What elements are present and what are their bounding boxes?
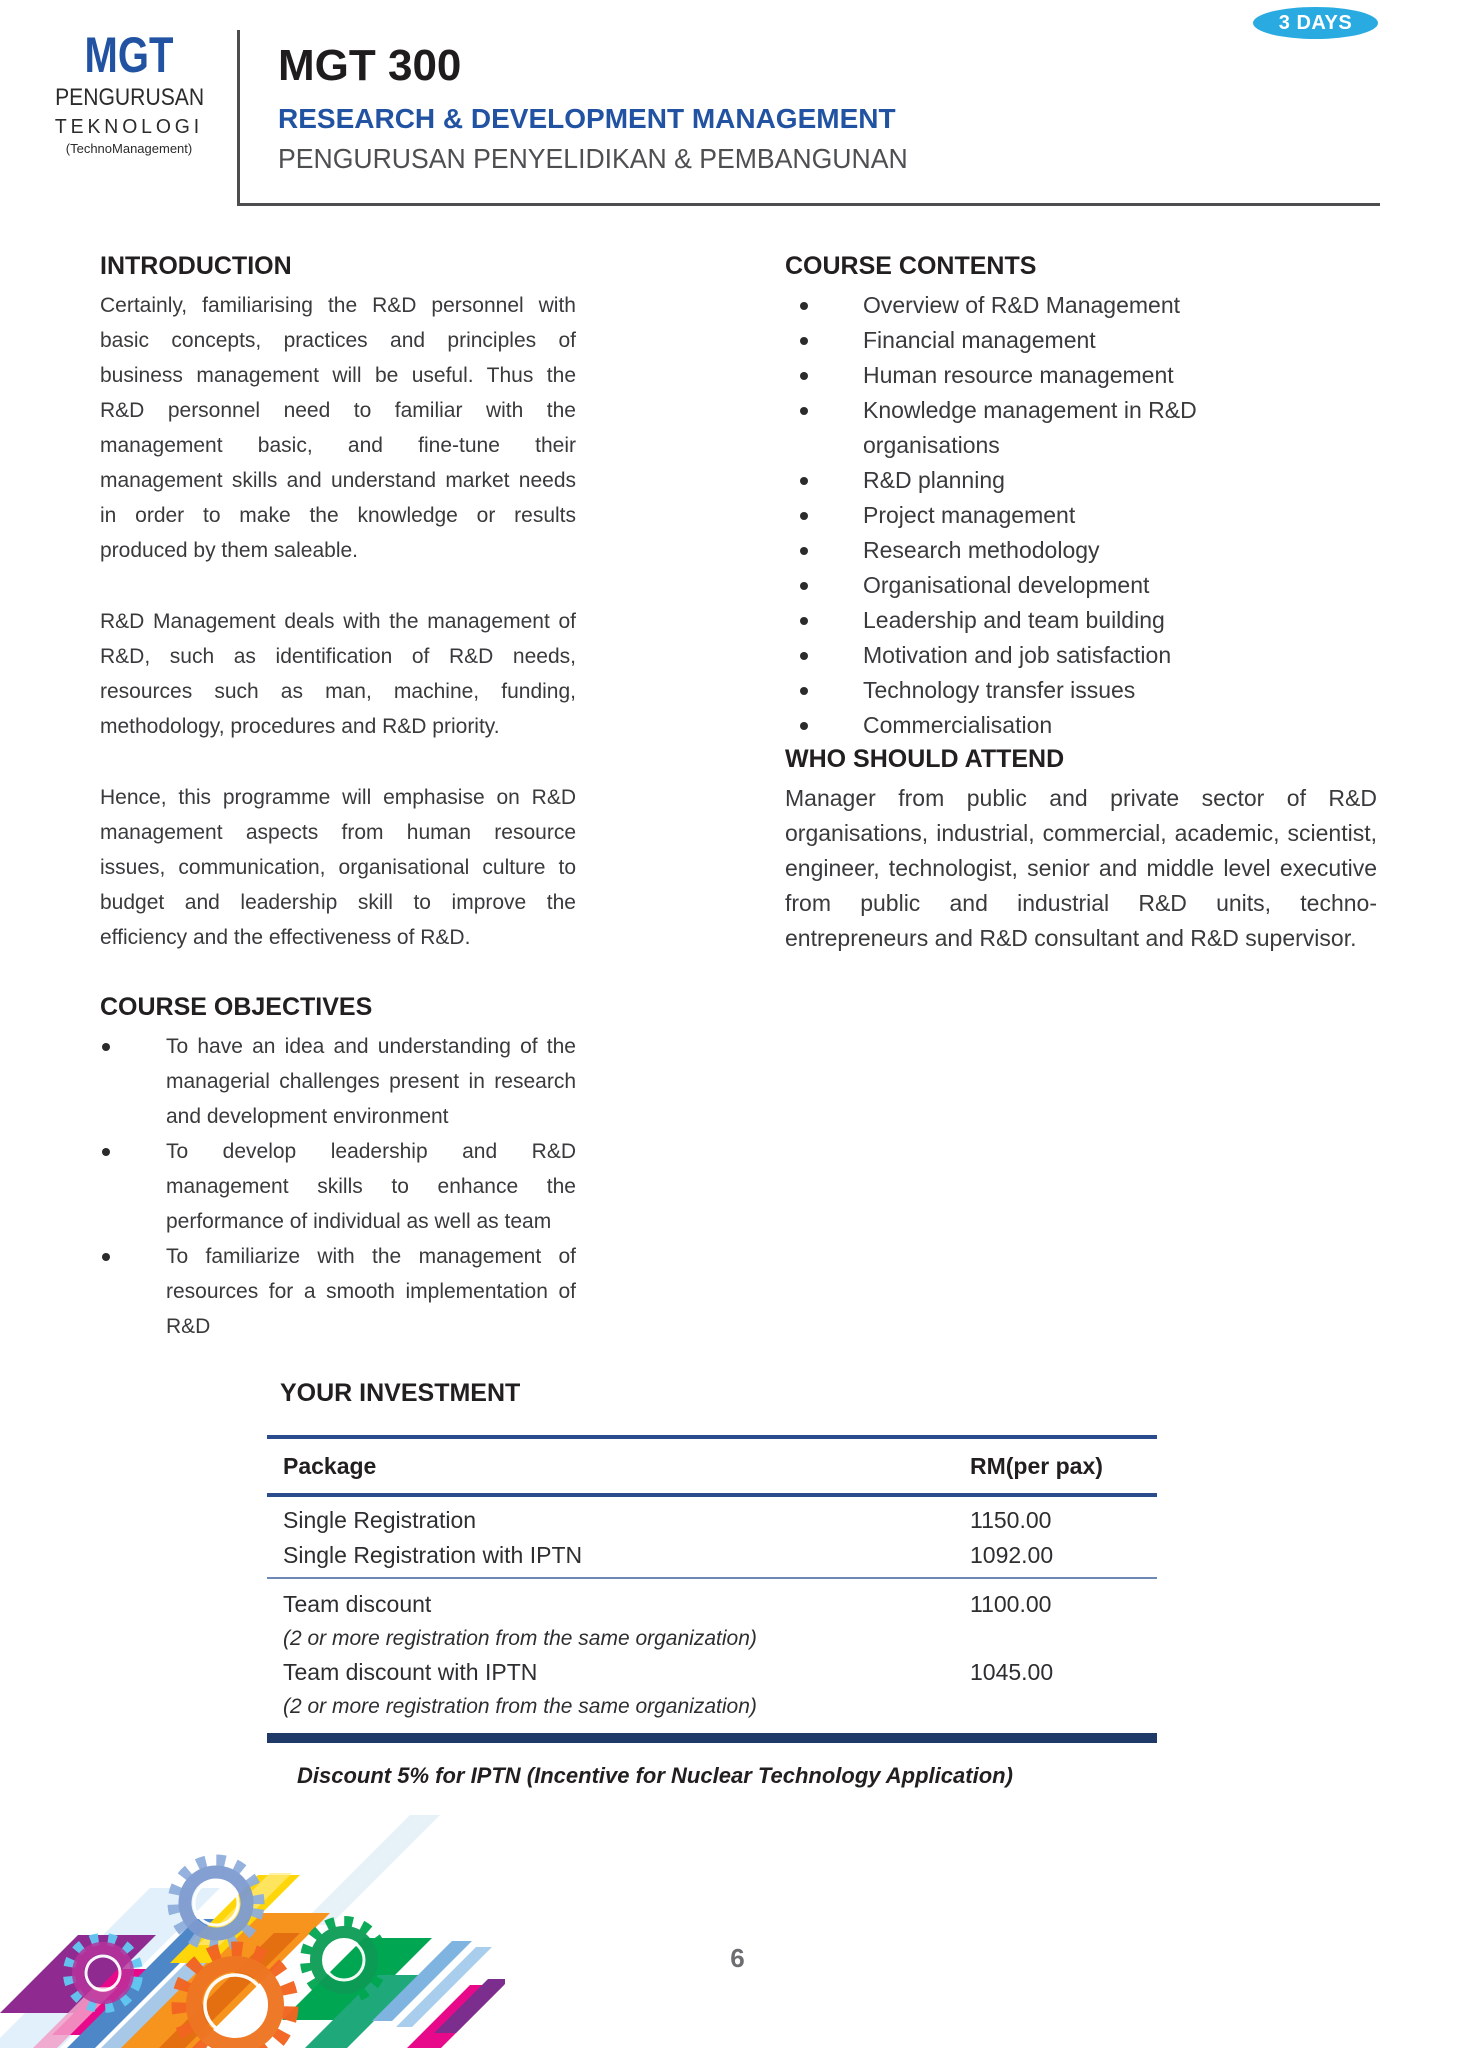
course-title-english: RESEARCH & DEVELOPMENT MANAGEMENT: [278, 103, 896, 134]
contents-heading: COURSE CONTENTS: [785, 252, 1037, 280]
investment-section: [267, 1377, 1157, 1789]
list-item-text: Technology transfer issues: [863, 677, 1136, 703]
list-item-text: [863, 393, 1197, 463]
list-item-text: Human resource management: [863, 362, 1174, 388]
bullet-icon: [800, 722, 808, 730]
list-item-text: Leadership and team building: [863, 607, 1165, 633]
list-item: [785, 638, 1377, 673]
bullet-icon: [800, 652, 808, 660]
bullet-icon: [800, 302, 808, 310]
bullet-icon: [800, 617, 808, 625]
duration-badge: 3 DAYS: [1253, 7, 1378, 39]
package-name: Team discount with IPTN: [283, 1659, 538, 1685]
course-title-block: [278, 40, 941, 178]
list-item: [100, 1134, 576, 1239]
list-item: [785, 393, 1377, 463]
contents-list: [785, 288, 1377, 743]
bullet-icon: [800, 687, 808, 695]
table-row: [267, 1503, 1157, 1538]
mgt-logo: [45, 27, 213, 156]
list-item-text: To develop leadership and R&D management skills to enhance the performance of individual as well as team: [166, 1140, 576, 1233]
package-price: 1092.00: [970, 1542, 1054, 1568]
list-item: [785, 708, 1377, 743]
list-item-text: Commercialisation: [863, 712, 1053, 738]
bullet-icon: [800, 512, 808, 520]
list-item-text: Research methodology: [863, 537, 1100, 563]
list-item: [785, 463, 1377, 498]
pricing-table: [267, 1435, 1157, 1743]
right-column: [785, 250, 1377, 956]
introduction-paragraph: Certainly, familiarising the R&D personnel with basic concepts, practices and principles of business management will be useful. Thus the R&D personnel need to familiar with the management basic, and fine-tune their management skills and understand market needs in order to make the knowledge or results produced by them saleable.: [100, 294, 576, 562]
table-row: [267, 1538, 1157, 1573]
attend-heading: WHO SHOULD ATTEND: [785, 745, 1065, 773]
list-item: [785, 533, 1377, 568]
bullet-icon: [102, 1148, 110, 1156]
bullet-icon: [800, 477, 808, 485]
list-item-text: Organisational development: [863, 572, 1150, 598]
left-column: [100, 250, 576, 1344]
list-item-text-line2: organisations: [863, 432, 1000, 458]
bullet-icon: [102, 1253, 110, 1261]
package-note: (2 or more registration from the same organization): [283, 1695, 757, 1718]
introduction-paragraph: R&D Management deals with the management of R&D, such as identification of R&D needs, resources such as man, machine, funding, methodology, procedures and R&D priority.: [100, 610, 576, 738]
package-price: 1045.00: [970, 1659, 1054, 1685]
list-item: [785, 288, 1377, 323]
bullet-icon: [800, 407, 808, 415]
attend-paragraph: Manager from public and private sector of R&D organisations, industrial, commercial, academic, scientist, engineer, technologist, senior and middle level executive from public and industrial R&D units, techno-entrepreneurs and R&D consultant and R&D supervisor.: [785, 785, 1377, 951]
introduction-heading: INTRODUCTION: [100, 252, 292, 280]
package-name: Single Registration with IPTN: [283, 1542, 583, 1568]
column-header-package: Package: [283, 1453, 377, 1479]
header-vertical-divider: [237, 30, 240, 203]
package-price: 1150.00: [970, 1507, 1052, 1533]
list-item: [785, 568, 1377, 603]
investment-heading: YOUR INVESTMENT: [280, 1379, 521, 1407]
introduction-paragraph: Hence, this programme will emphasise on R&D management aspects from human resource issues, communication, organisational culture to budget and leadership skill to improve the efficiency and the effectiveness of R&D.: [100, 786, 576, 949]
list-item-text: Project management: [863, 502, 1076, 528]
list-item-text: To have an idea and understanding of the managerial challenges present in research and development environment: [166, 1035, 576, 1128]
list-item: [100, 1029, 576, 1134]
gears-graphic: [0, 1795, 505, 2048]
list-item: [785, 358, 1377, 393]
list-item: [785, 498, 1377, 533]
discount-note: Discount 5% for IPTN (Incentive for Nuclear Technology Application): [297, 1763, 1013, 1788]
package-name: Single Registration: [283, 1507, 477, 1533]
list-item-text: Overview of R&D Management: [863, 292, 1181, 318]
bullet-icon: [800, 337, 808, 345]
header-horizontal-rule: [237, 203, 1380, 206]
pricing-table-header: [267, 1439, 1157, 1497]
list-item: [785, 323, 1377, 358]
list-item-text: Motivation and job satisfaction: [863, 642, 1172, 668]
column-header-price: RM(per pax): [970, 1453, 1103, 1479]
pricing-group-team: [267, 1577, 1157, 1733]
page-number: 6: [730, 1943, 745, 1973]
list-item: [785, 673, 1377, 708]
logo-line2: TEKNOLOGI: [54, 116, 204, 138]
table-row: [267, 1655, 1157, 1690]
package-price: 1100.00: [970, 1591, 1052, 1617]
list-item: [785, 603, 1377, 638]
bullet-icon: [800, 582, 808, 590]
table-row: [267, 1587, 1157, 1622]
logo-acronym: MGT: [84, 27, 174, 83]
bullet-icon: [102, 1043, 110, 1051]
logo-line3: (TechnoManagement): [65, 141, 193, 156]
package-name: Team discount: [283, 1591, 432, 1617]
list-item: [100, 1239, 576, 1344]
course-title-malay: PENGURUSAN PENYELIDIKAN & PEMBANGUNAN: [278, 143, 908, 174]
bullet-icon: [800, 372, 808, 380]
list-item-text: Financial management: [863, 327, 1096, 353]
list-item-text-line1: Knowledge management in R&D: [863, 397, 1197, 423]
logo-line1: PENGURUSAN: [55, 84, 205, 111]
list-item-text: R&D planning: [863, 467, 1005, 493]
package-note: (2 or more registration from the same organization): [283, 1627, 757, 1650]
list-item-text: To familiarize with the management of resources for a smooth implementation of R&D: [166, 1245, 576, 1338]
pricing-group-single: [267, 1497, 1157, 1577]
objectives-list: [100, 1029, 576, 1344]
course-code: MGT 300: [278, 41, 462, 90]
bullet-icon: [800, 547, 808, 555]
objectives-heading: COURSE OBJECTIVES: [100, 993, 373, 1021]
